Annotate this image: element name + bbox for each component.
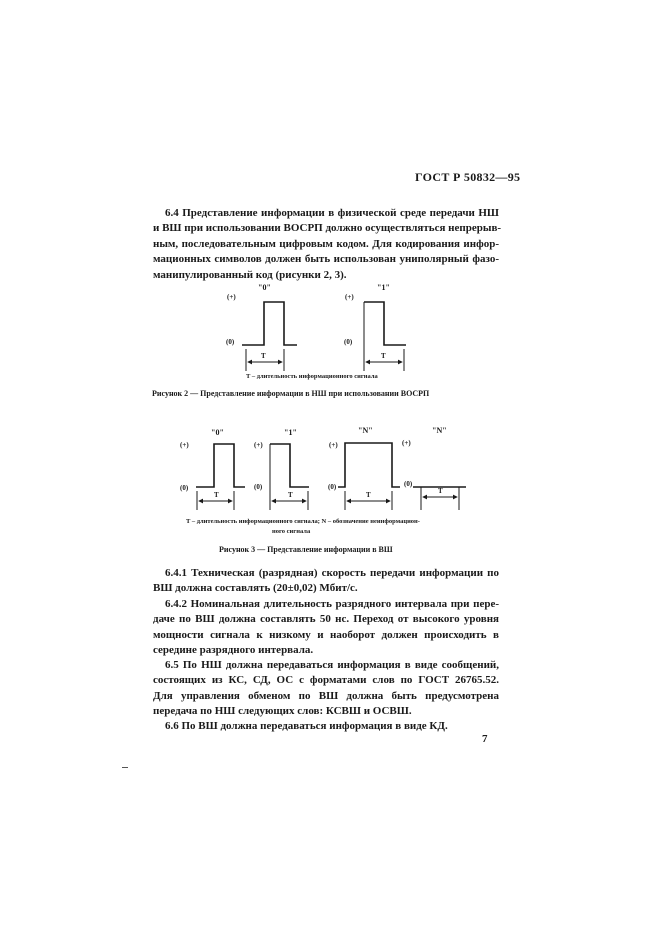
text-line: даче по ВШ должна составлять 50 нс. Переход от высокого уровня bbox=[153, 613, 499, 626]
text-line: мощности сигнала к низкому и наоборот должен происходить в bbox=[153, 628, 499, 641]
fig3-waveform-one bbox=[270, 444, 309, 510]
fig3-period-label-d: T bbox=[438, 487, 443, 495]
fig3-symbol-n-b: "N" bbox=[432, 426, 447, 435]
fig3-waveform-zero bbox=[196, 444, 245, 510]
text-line: 6.4.2 Номинальная длительность разрядного интервала при пере- bbox=[165, 598, 499, 610]
text-line: ВШ должна составлять (20±0,02) Мбит/с. bbox=[153, 582, 358, 595]
fig2-symbol-one: "1" bbox=[377, 283, 390, 292]
text-line: середине разрядного интервала. bbox=[153, 644, 314, 657]
fig2-level-zero-b: (0) bbox=[344, 338, 353, 346]
fig3-level-plus-a: (+) bbox=[180, 441, 189, 449]
fig3-level-zero-b: (0) bbox=[254, 483, 263, 491]
text-line: состоящих из КС, СД, ОС с форматами слов по ГОСТ 26765.52. bbox=[153, 674, 499, 687]
fig3-period-label-c: T bbox=[366, 491, 371, 499]
paragraph-6-6 bbox=[153, 719, 499, 734]
text-line: 6.5 По НШ должна передаваться информация в виде сообщений, bbox=[165, 659, 499, 671]
fig2-symbol-zero: "0" bbox=[258, 283, 271, 292]
text-line: 6.6 По ВШ должна передаваться информация в виде КД. bbox=[165, 720, 448, 732]
fig2-level-plus-b: (+) bbox=[345, 293, 354, 301]
fig2-level-zero-a: (0) bbox=[226, 338, 235, 346]
document-number: ГОСТ Р 50832—95 bbox=[415, 170, 521, 184]
fig3-level-zero-c: (0) bbox=[328, 483, 337, 491]
fig3-level-plus-d: (+) bbox=[402, 439, 411, 447]
fig3-waveform-n-high bbox=[338, 443, 400, 510]
fig3-period-label-a: T bbox=[214, 491, 219, 499]
text-line: мационных символов должен быть использован униполярный фазо- bbox=[153, 253, 499, 266]
scan-artifact-mark bbox=[122, 767, 128, 768]
paragraph-6-5 bbox=[153, 658, 499, 720]
text-line: манипулированный код (рисунки 2, 3). bbox=[153, 268, 347, 281]
fig2-waveform-one bbox=[364, 302, 406, 371]
paragraph-6-4-2 bbox=[153, 597, 499, 659]
fig3-symbol-one: "1" bbox=[284, 428, 297, 437]
fig2-period-label-b: T bbox=[381, 352, 386, 360]
text-line: ным, последовательным цифровым кодом. Для кодирования инфор- bbox=[153, 237, 499, 250]
text-line: 6.4 Представление информации в физической среде передачи НШ bbox=[165, 207, 499, 219]
page-number: 7 bbox=[482, 733, 488, 745]
fig3-level-plus-b: (+) bbox=[254, 441, 263, 449]
fig3-level-plus-c: (+) bbox=[329, 441, 338, 449]
fig3-note-line1: T – длительность информационного сигнала; N – обозначение неинформацион- bbox=[186, 518, 420, 525]
fig3-note-line2: ного сигнала bbox=[272, 528, 311, 535]
text-line: Для управления обменом по ВШ должна быть предусмотрена bbox=[153, 689, 499, 702]
text-line: 6.4.1 Техническая (разрядная) скорость передачи информации по bbox=[165, 567, 499, 579]
fig3-symbol-zero: "0" bbox=[211, 428, 224, 437]
paragraph-6-4-1 bbox=[153, 566, 499, 597]
fig2-waveform-zero bbox=[242, 302, 297, 371]
text-line: и ВШ при использовании ВОСРП должно осуществляться непрерыв- bbox=[153, 222, 502, 235]
fig3-level-zero-d: (0) bbox=[404, 480, 413, 488]
fig3-level-zero-a: (0) bbox=[180, 484, 189, 492]
fig3-symbol-n-a: "N" bbox=[358, 426, 373, 435]
fig2-caption: Рисунок 2 — Представление информации в НШ при использовании ВОСРП bbox=[152, 389, 430, 398]
fig2-level-plus-a: (+) bbox=[227, 293, 236, 301]
fig3-period-label-b: T bbox=[288, 491, 293, 499]
fig2-note: T – длительность информационного сигнала bbox=[246, 373, 378, 380]
fig2-period-label-a: T bbox=[261, 352, 266, 360]
text-line: передача по НШ следующих слов: КСВШ и ОСВШ. bbox=[153, 705, 412, 718]
fig3-caption: Рисунок 3 — Представление информации в ВШ bbox=[219, 545, 393, 554]
